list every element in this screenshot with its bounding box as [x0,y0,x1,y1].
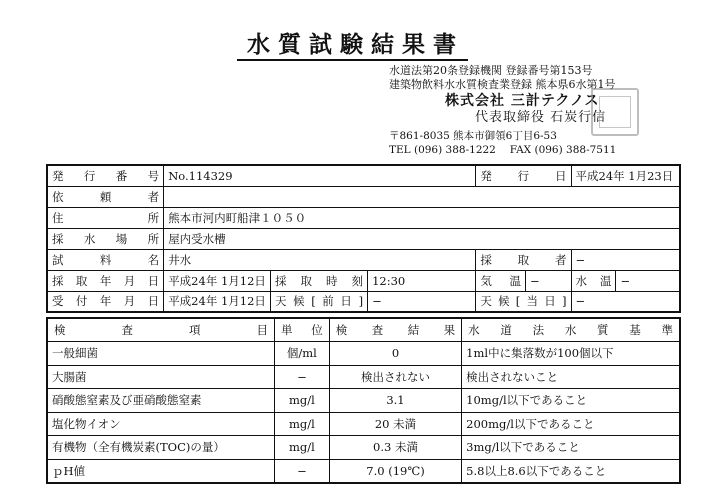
results-header-row [47,318,680,342]
table-row [47,207,680,228]
results-table [46,317,681,484]
air-temp-label: 気温 [476,270,526,291]
weather-day-label: 天候[当日] [476,291,571,312]
result-standard: 1ml中に集落数が100個以下 [462,342,680,366]
client-label: 依頼者 [47,186,164,207]
company-name: 株式会社 三計テクノス [445,93,600,109]
company-address: 〒861-8035 熊本市御領6丁目6-53 [389,130,557,142]
result-unit: − [274,365,329,389]
collector-label: 採取者 [476,249,571,270]
result-value: 3.1 [329,389,461,413]
table-row [47,270,680,291]
header-item: 検査項目 [47,318,274,342]
table-row [47,228,680,249]
water-temp-value: − [616,270,680,291]
result-item: 一般細菌 [47,342,274,366]
result-value: 20 未満 [329,412,461,436]
registration-line-2: 建築物飲料水水質検査業登録 熊本県6水第1号 [389,78,616,91]
sample-label: 試料名 [47,249,164,270]
result-value: 0.3 未満 [329,436,461,460]
receipt-date-value: 平成24年 1月12日 [164,291,271,312]
issue-date-label: 発行日 [476,165,571,186]
representative: 代表取締役 石炭行信 [475,110,607,125]
result-value: 7.0 (19℃) [329,459,461,483]
result-item: 塩化物イオン [47,412,274,436]
result-unit: mg/l [274,389,329,413]
result-unit: mg/l [274,412,329,436]
collect-date-label: 採取年月日 [47,270,164,291]
collector-value: − [571,249,680,270]
weather-day-value: − [571,291,680,312]
issuer-block [389,64,699,157]
result-standard: 5.8以上8.6以下であること [462,459,680,483]
issue-no-label: 発行番号 [47,165,164,186]
result-value: 検出されない [329,365,461,389]
result-unit: mg/l [274,436,329,460]
table-row [47,436,680,460]
table-row [47,165,680,186]
sample-info-table [46,164,681,313]
result-standard: 3mg/l以下であること [462,436,680,460]
result-value: 0 [329,342,461,366]
table-row [47,249,680,270]
result-unit: − [274,459,329,483]
result-standard: 200mg/l以下であること [462,412,680,436]
receipt-date-label: 受付年月日 [47,291,164,312]
table-row [47,365,680,389]
site-value: 屋内受水槽 [164,228,680,249]
result-item: 有機物（全有機炭素(TOC)の量） [47,436,274,460]
air-temp-value: − [526,270,572,291]
header-standard: 水道法水質基準 [462,318,680,342]
weather-prev-label: 天候[前日] [270,291,367,312]
header-unit: 単位 [274,318,329,342]
client-value [164,186,680,207]
registration-line-1: 水道法第20条登録機関 登録番号第153号 [389,64,593,77]
weather-prev-value: − [368,291,476,312]
collect-date-value: 平成24年 1月12日 [164,270,271,291]
collect-time-label: 採取時刻 [270,270,367,291]
result-item: 大腸菌 [47,365,274,389]
table-row [47,291,680,312]
table-row [47,342,680,366]
company-phone: TEL (096) 388-1222 FAX (096) 388-7511 [389,144,617,156]
issue-no-value: No.114329 [164,165,476,186]
table-row [47,459,680,483]
result-standard: 検出されないこと [462,365,680,389]
table-row [47,389,680,413]
site-label: 採水場所 [47,228,164,249]
company-seal-icon [591,88,639,136]
document-title: 水質試験結果書 [0,26,705,59]
result-standard: 10mg/l以下であること [462,389,680,413]
result-unit: 個/ml [274,342,329,366]
water-temp-label: 水温 [571,270,616,291]
address-label: 住所 [47,207,164,228]
result-item: ｐH値 [47,459,274,483]
table-row [47,186,680,207]
header-result: 検査結果 [329,318,461,342]
table-row [47,412,680,436]
address-value: 熊本市河内町船津１０５０ [164,207,680,228]
issue-date-value: 平成24年 1月23日 [571,165,680,186]
collect-time-value: 12:30 [368,270,476,291]
sample-value: 井水 [164,249,476,270]
result-item: 硝酸態窒素及び亜硝酸態窒素 [47,389,274,413]
